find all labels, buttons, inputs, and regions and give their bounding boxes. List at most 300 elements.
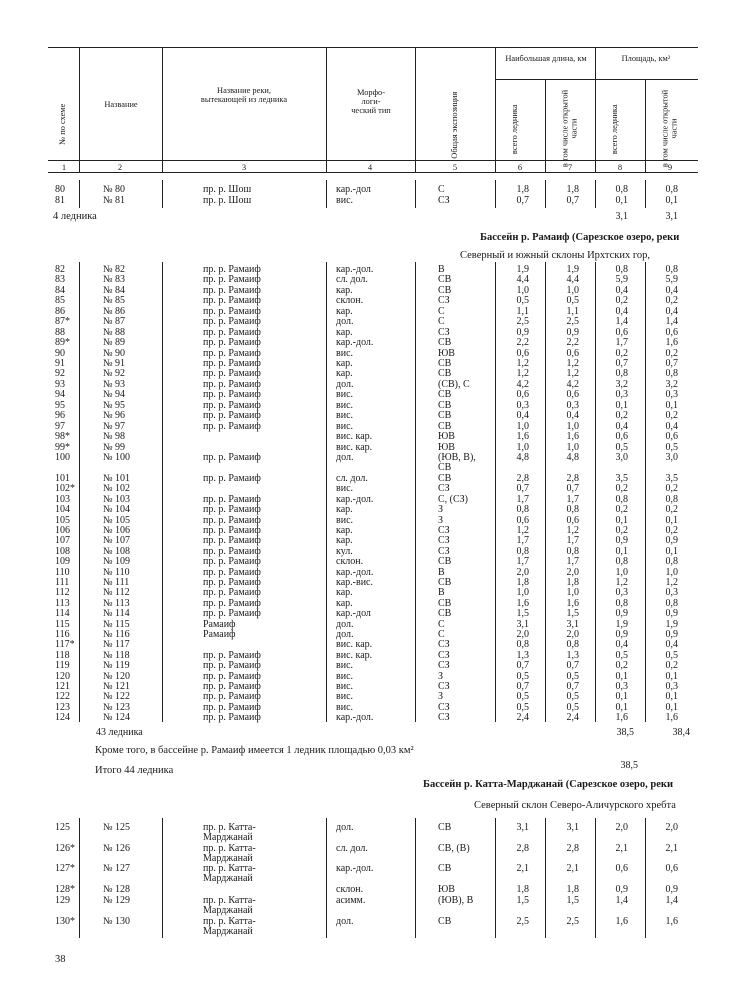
cell-length-open: 4,4 (566, 274, 579, 285)
cell-length-open: 3,1 (566, 822, 579, 833)
cell-area-open: 0,2 (665, 483, 678, 494)
cell-type: кар. (336, 504, 353, 515)
cell-area-total: 0,1 (615, 671, 628, 682)
cell-type: вис. (336, 421, 354, 432)
cell-length-total: 0,5 (516, 671, 529, 682)
cell-length-open: 1,0 (566, 421, 579, 432)
cell-type: кар.-вис. (336, 577, 373, 588)
cell-length-total: 4,8 (516, 452, 529, 463)
cell-river: пр. р. Рамаиф (203, 525, 261, 536)
cell-exposure: СВ (438, 400, 452, 411)
column-rule (645, 180, 646, 208)
cell-number: 110 (55, 567, 70, 578)
cell-name: № 116 (103, 629, 130, 640)
cell-length-total: 1,6 (516, 431, 529, 442)
cell-area-open: 0,2 (665, 348, 678, 359)
cell-area-total: 0,8 (615, 264, 628, 275)
cell-name: № 104 (103, 504, 131, 515)
cell-area-total: 0,4 (615, 639, 628, 650)
cell-number: 83 (55, 274, 65, 285)
cell-name: № 84 (103, 285, 126, 296)
cell-area-open: 0,3 (665, 587, 678, 598)
col-num-8: 8 (617, 162, 623, 172)
cell-type: кул. (336, 546, 353, 557)
cell-area-total: 0,6 (615, 327, 628, 338)
cell-river: пр. р. Шош (203, 195, 252, 206)
cell-type: дол. (336, 916, 354, 927)
cell-area-open: 0,3 (665, 681, 678, 692)
cell-type: кар. (336, 598, 353, 609)
cell-length-open: 0,6 (566, 348, 579, 359)
column-rule (495, 180, 496, 208)
cell-number: 109 (55, 556, 70, 567)
cell-type: асимм. (336, 895, 366, 906)
cell-length-open: 2,1 (566, 863, 579, 874)
cell-river: пр. р. Рамаиф (203, 681, 261, 692)
cell-name: № 108 (103, 546, 131, 557)
cell-type: кар. (336, 368, 353, 379)
column-rule (162, 180, 163, 208)
cell-type: вис. (336, 515, 354, 526)
cell-length-open: 0,5 (566, 702, 579, 713)
cell-name: № 94 (103, 389, 126, 400)
cell-length-open: 0,3 (566, 400, 579, 411)
cell-type: вис. (336, 483, 354, 494)
cell-type: кар.-дол. (336, 863, 374, 874)
column-rule (595, 262, 596, 722)
cell-name: № 87 (103, 316, 126, 327)
cell-length-total: 1,5 (516, 895, 529, 906)
cell-name: № 83 (103, 274, 126, 285)
cell-exposure: (ЮВ, В), (438, 452, 476, 463)
cell-name: № 99 (103, 442, 126, 453)
cell-length-total: 1,7 (516, 494, 529, 505)
cell-exposure-cont: СВ (438, 462, 452, 473)
cell-exposure: СВ (438, 274, 452, 285)
cell-length-open: 1,0 (566, 442, 579, 453)
cell-name: № 125 (103, 822, 131, 833)
cell-area-open: 0,1 (665, 400, 678, 411)
group-ramaif-total-area-open: 38,4 (672, 727, 690, 738)
cell-length-open: 1,7 (566, 535, 579, 546)
cell-area-total: 0,2 (615, 504, 628, 515)
cell-area-total: 2,1 (615, 843, 628, 854)
cell-name: № 90 (103, 348, 126, 359)
cell-type: сл. дол. (336, 843, 368, 854)
column-rule (595, 818, 596, 938)
cell-number: 87* (55, 316, 70, 327)
column-rule (545, 262, 546, 722)
cell-area-open: 0,6 (665, 327, 678, 338)
cell-length-open: 1,2 (566, 368, 579, 379)
cell-exposure: В (438, 587, 445, 598)
cell-river: пр. р. Рамаиф (203, 274, 261, 285)
cell-name: № 102 (103, 483, 131, 494)
cell-type: вис. (336, 195, 354, 206)
cell-number: 101 (55, 473, 70, 484)
cell-area-open: 0,2 (665, 660, 678, 671)
column-rule (326, 180, 327, 208)
cell-length-open: 2,5 (566, 916, 579, 927)
cell-exposure: В (438, 264, 445, 275)
cell-length-open: 0,7 (566, 195, 579, 206)
cell-type: склон. (336, 884, 364, 895)
cell-length-total: 4,4 (516, 274, 529, 285)
cell-area-total: 0,8 (615, 598, 628, 609)
cell-exposure: С (438, 306, 445, 317)
cell-exposure: СЗ (438, 327, 450, 338)
cell-river: пр. р. Катта- (203, 822, 256, 833)
cell-type: кар. (336, 535, 353, 546)
cell-number: 97 (55, 421, 65, 432)
cell-name: № 85 (103, 295, 126, 306)
cell-type: кар. (336, 587, 353, 598)
cell-type: вис. (336, 681, 354, 692)
cell-length-total: 1,0 (516, 587, 529, 598)
cell-river: пр. р. Рамаиф (203, 285, 261, 296)
cell-type: дол. (336, 316, 354, 327)
cell-area-open: 0,6 (665, 431, 678, 442)
cell-river: пр. р. Рамаиф (203, 650, 261, 661)
cell-number: 122 (55, 691, 70, 702)
cell-area-open: 0,5 (665, 442, 678, 453)
cell-river: пр. р. Рамаиф (203, 546, 261, 557)
cell-exposure: (СВ), С (438, 379, 470, 390)
cell-area-open: 0,2 (665, 525, 678, 536)
cell-number: 127* (55, 863, 75, 874)
cell-exposure: З (438, 504, 444, 515)
cell-type: кар.-дол. (336, 337, 374, 348)
cell-exposure: С (438, 619, 445, 630)
cell-length-open: 4,8 (566, 452, 579, 463)
cell-type: кар. (336, 306, 353, 317)
cell-river: пр. р. Рамаиф (203, 504, 261, 515)
cell-type: кар.-дол. (336, 567, 374, 578)
cell-river-cont: Марджанай (203, 926, 253, 937)
cell-area-total: 0,6 (615, 431, 628, 442)
col-length-total-header: всего ледника (509, 104, 519, 155)
cell-name: № 92 (103, 368, 126, 379)
cell-exposure: СВ (438, 863, 452, 874)
cell-length-open: 1,0 (566, 285, 579, 296)
cell-length-open: 1,8 (566, 184, 579, 195)
cell-river: Рамаиф (203, 619, 236, 630)
cell-area-total: 1,2 (615, 577, 628, 588)
cell-area-total: 0,3 (615, 587, 628, 598)
cell-area-total: 0,2 (615, 348, 628, 359)
ramaif-grand-total-label: Итого 44 ледника (95, 765, 174, 776)
cell-area-total: 3,2 (615, 379, 628, 390)
cell-length-total: 0,8 (516, 639, 529, 650)
cell-river: пр. р. Рамаиф (203, 410, 261, 421)
cell-length-total: 0,8 (516, 504, 529, 515)
cell-name: № 103 (103, 494, 131, 505)
cell-exposure: СВ (438, 916, 452, 927)
cell-name: № 106 (103, 525, 131, 536)
cell-length-open: 4,2 (566, 379, 579, 390)
cell-area-open: 0,2 (665, 295, 678, 306)
cell-area-total: 1,4 (615, 316, 628, 327)
cell-exposure: СЗ (438, 650, 450, 661)
cell-number: 129 (55, 895, 70, 906)
cell-length-total: 3,1 (516, 822, 529, 833)
cell-number: 95 (55, 400, 65, 411)
cell-number: 92 (55, 368, 65, 379)
cell-length-total: 1,2 (516, 358, 529, 369)
cell-area-total: 0,1 (615, 546, 628, 557)
cell-length-total: 0,7 (516, 195, 529, 206)
cell-length-open: 0,7 (566, 660, 579, 671)
cell-area-total: 1,6 (615, 712, 628, 723)
column-rule (162, 818, 163, 938)
cell-length-open: 1,8 (566, 884, 579, 895)
column-rule (595, 180, 596, 208)
cell-length-total: 1,8 (516, 884, 529, 895)
cell-length-total: 1,0 (516, 442, 529, 453)
cell-area-open: 0,9 (665, 629, 678, 640)
cell-length-total: 1,0 (516, 285, 529, 296)
cell-exposure: СВ (438, 389, 452, 400)
cell-length-total: 1,2 (516, 368, 529, 379)
cell-area-total: 0,1 (615, 691, 628, 702)
column-rule (326, 262, 327, 722)
cell-area-total: 3,5 (615, 473, 628, 484)
cell-exposure: (ЮВ), В (438, 895, 474, 906)
cell-river: пр. р. Рамаиф (203, 316, 261, 327)
cell-length-total: 3,1 (516, 619, 529, 630)
cell-length-open: 2,8 (566, 843, 579, 854)
column-rule (645, 818, 646, 938)
cell-exposure: СВ (438, 473, 452, 484)
cell-area-total: 3,0 (615, 452, 628, 463)
cell-exposure: СЗ (438, 681, 450, 692)
cell-area-open: 0,9 (665, 535, 678, 546)
cell-river: пр. р. Рамаиф (203, 421, 261, 432)
cell-length-open: 0,5 (566, 691, 579, 702)
cell-length-open: 1,6 (566, 431, 579, 442)
cell-exposure: СВ (438, 410, 452, 421)
cell-name: № 105 (103, 515, 131, 526)
cell-length-open: 0,5 (566, 295, 579, 306)
cell-length-total: 0,6 (516, 515, 529, 526)
col-num-9: 9 (667, 162, 673, 172)
ramaif-grand-total-area: 38,5 (620, 760, 638, 771)
cell-length-open: 0,7 (566, 483, 579, 494)
cell-name: № 110 (103, 567, 130, 578)
cell-type: сл. дол. (336, 274, 368, 285)
cell-area-open: 0,4 (665, 639, 678, 650)
cell-length-total: 1,9 (516, 264, 529, 275)
column-rule (415, 180, 416, 208)
cell-number: 100 (55, 452, 70, 463)
cell-type: склон. (336, 295, 364, 306)
cell-length-total: 0,9 (516, 327, 529, 338)
cell-exposure: В (438, 567, 445, 578)
cell-exposure: СЗ (438, 483, 450, 494)
cell-type: дол. (336, 822, 354, 833)
cell-river: пр. р. Рамаиф (203, 452, 261, 463)
cell-length-total: 1,2 (516, 525, 529, 536)
cell-name: № 82 (103, 264, 126, 275)
area-group-header: Площадь, км² (621, 54, 671, 63)
cell-river: пр. р. Рамаиф (203, 368, 261, 379)
cell-type: вис. кар. (336, 431, 373, 442)
cell-area-total: 0,7 (615, 358, 628, 369)
cell-length-open: 0,6 (566, 515, 579, 526)
cell-area-total: 1,9 (615, 619, 628, 630)
column-rule (495, 262, 496, 722)
cell-name: № 96 (103, 410, 126, 421)
cell-length-total: 1,8 (516, 577, 529, 588)
cell-area-open: 0,8 (665, 494, 678, 505)
col-num-4: 4 (367, 162, 373, 172)
cell-length-total: 0,7 (516, 483, 529, 494)
cell-area-total: 0,1 (615, 515, 628, 526)
cell-area-open: 3,5 (665, 473, 678, 484)
cell-type: сл. дол. (336, 473, 368, 484)
cell-river: пр. р. Рамаиф (203, 494, 261, 505)
cell-length-total: 0,4 (516, 410, 529, 421)
cell-exposure: СВ (438, 556, 452, 567)
cell-number: 121 (55, 681, 70, 692)
cell-exposure: СЗ (438, 702, 450, 713)
cell-length-total: 1,5 (516, 608, 529, 619)
cell-number: 85 (55, 295, 65, 306)
cell-area-open: 5,9 (665, 274, 678, 285)
cell-length-total: 0,7 (516, 660, 529, 671)
cell-area-total: 1,7 (615, 337, 628, 348)
cell-area-total: 0,8 (615, 556, 628, 567)
cell-name: № 109 (103, 556, 131, 567)
cell-type: вис. (336, 400, 354, 411)
cell-area-total: 0,1 (615, 400, 628, 411)
cell-river: пр. р. Рамаиф (203, 598, 261, 609)
cell-exposure: СЗ (438, 195, 450, 206)
cell-length-open: 2,2 (566, 337, 579, 348)
cell-number: 117* (55, 639, 75, 650)
cell-type: вис. (336, 671, 354, 682)
cell-length-open: 2,5 (566, 316, 579, 327)
cell-exposure: СЗ (438, 712, 450, 723)
cell-type: вис. (336, 410, 354, 421)
cell-river: пр. р. Катта- (203, 916, 256, 927)
cell-river: пр. р. Катта- (203, 843, 256, 854)
column-rule (326, 818, 327, 938)
cell-name: № 120 (103, 671, 131, 682)
cell-river: пр. р. Шош (203, 184, 252, 195)
cell-area-total: 0,8 (615, 368, 628, 379)
cell-number: 120 (55, 671, 70, 682)
cell-area-total: 0,3 (615, 389, 628, 400)
cell-number: 123 (55, 702, 70, 713)
cell-name: № 115 (103, 619, 130, 630)
cell-number: 94 (55, 389, 65, 400)
length-group-header: Наибольшая длина, км (505, 54, 587, 63)
cell-length-total: 0,6 (516, 389, 529, 400)
column-rule (545, 818, 546, 938)
cell-area-open: 1,6 (665, 337, 678, 348)
column-rule (645, 262, 646, 722)
cell-name: № 118 (103, 650, 130, 661)
cell-area-total: 0,4 (615, 306, 628, 317)
cell-length-open: 1,7 (566, 556, 579, 567)
cell-area-total: 0,4 (615, 285, 628, 296)
cell-area-open: 1,6 (665, 916, 678, 927)
col-length-open-header: в том числе открытой части (560, 89, 578, 168)
cell-area-total: 0,2 (615, 295, 628, 306)
cell-exposure: СВ (438, 577, 452, 588)
cell-area-total: 0,5 (615, 442, 628, 453)
cell-length-total: 0,6 (516, 348, 529, 359)
cell-area-open: 0,6 (665, 863, 678, 874)
cell-river: пр. р. Рамаиф (203, 348, 261, 359)
cell-exposure: З (438, 671, 444, 682)
cell-name: № 126 (103, 843, 131, 854)
cell-river: Рамаиф (203, 629, 236, 640)
cell-length-total: 2,4 (516, 712, 529, 723)
cell-length-total: 1,7 (516, 556, 529, 567)
cell-length-open: 1,7 (566, 494, 579, 505)
group-shosh-total-area: 3,1 (615, 211, 628, 222)
cell-length-open: 1,2 (566, 525, 579, 536)
cell-number: 119 (55, 660, 70, 671)
cell-length-open: 1,2 (566, 358, 579, 369)
cell-area-open: 1,0 (665, 567, 678, 578)
cell-exposure: СВ (438, 421, 452, 432)
basin-katta-subtitle: Северный склон Северо-Аличурского хребта (474, 800, 676, 811)
cell-river-cont: Марджанай (203, 853, 253, 864)
cell-number: 81 (55, 195, 65, 206)
cell-number: 86 (55, 306, 65, 317)
cell-name: № 112 (103, 587, 130, 598)
cell-number: 105 (55, 515, 70, 526)
cell-name: № 97 (103, 421, 126, 432)
cell-number: 93 (55, 379, 65, 390)
cell-type: кар. (336, 358, 353, 369)
cell-type: вис. (336, 660, 354, 671)
cell-area-open: 0,2 (665, 504, 678, 515)
cell-length-total: 0,3 (516, 400, 529, 411)
cell-exposure: З (438, 691, 444, 702)
cell-name: № 122 (103, 691, 131, 702)
cell-area-open: 0,2 (665, 410, 678, 421)
cell-area-total: 0,8 (615, 184, 628, 195)
cell-length-open: 0,6 (566, 389, 579, 400)
column-rule (162, 262, 163, 722)
cell-name: № 91 (103, 358, 126, 369)
cell-area-open: 0,8 (665, 368, 678, 379)
cell-river: пр. р. Рамаиф (203, 327, 261, 338)
cell-type: дол. (336, 379, 354, 390)
cell-river: пр. р. Рамаиф (203, 337, 261, 348)
cell-name: № 113 (103, 598, 130, 609)
cell-number: 108 (55, 546, 70, 557)
column-rule (79, 818, 80, 938)
basin-ramaif-subtitle: Северный и южный склоны Ирхтских гор, (460, 250, 651, 261)
cell-river: пр. р. Рамаиф (203, 712, 261, 723)
column-rule (545, 180, 546, 208)
cell-type: вис. (336, 691, 354, 702)
cell-river: пр. р. Рамаиф (203, 556, 261, 567)
cell-length-open: 0,8 (566, 504, 579, 515)
cell-name: № 88 (103, 327, 126, 338)
cell-area-open: 0,4 (665, 421, 678, 432)
cell-length-total: 0,8 (516, 546, 529, 557)
cell-name: № 130 (103, 916, 131, 927)
cell-type: кар.-дол (336, 184, 371, 195)
cell-length-total: 2,1 (516, 863, 529, 874)
cell-exposure: ЮВ (438, 431, 455, 442)
